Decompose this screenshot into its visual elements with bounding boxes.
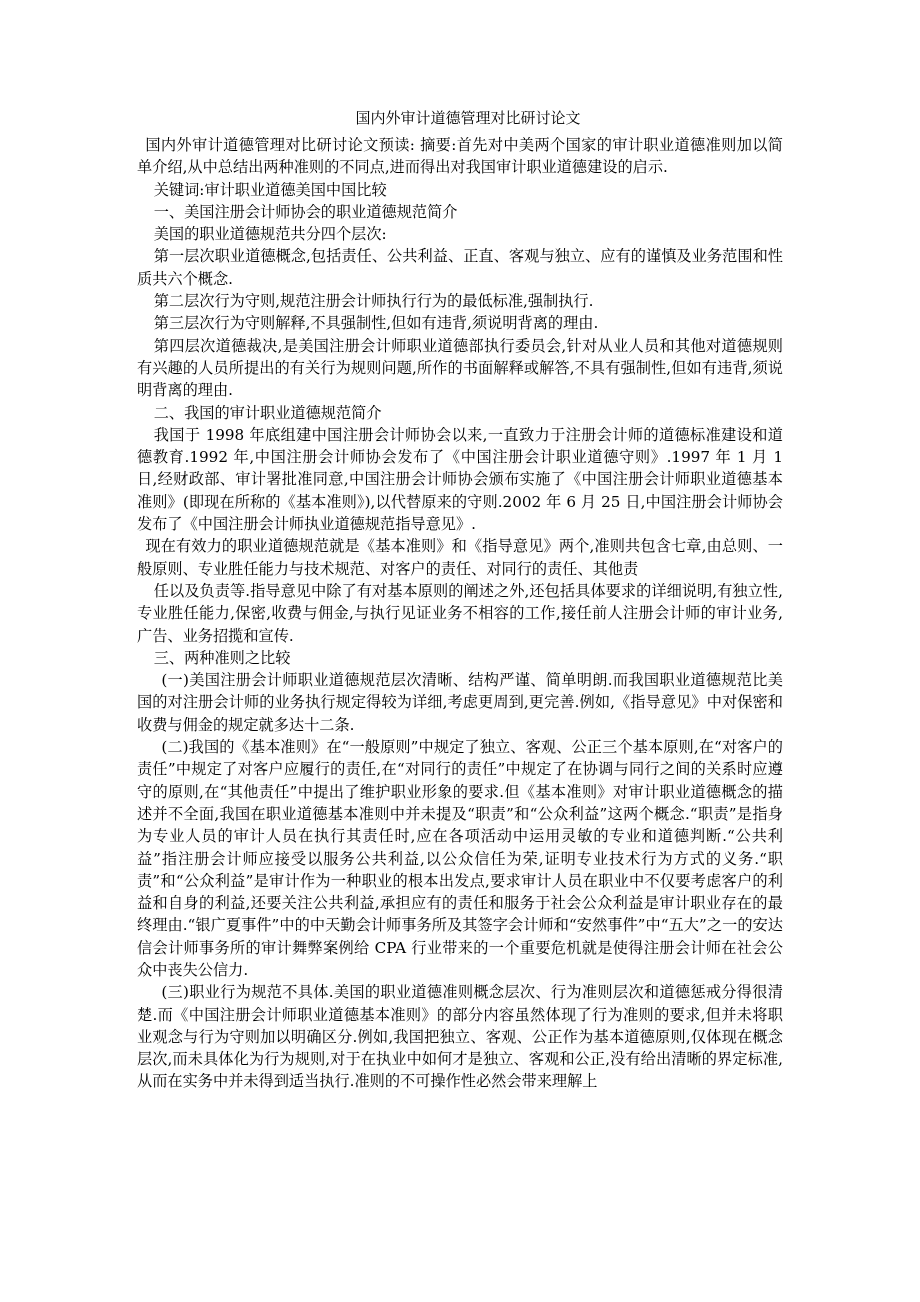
paragraph: 第二层次行为守则,规范注册会计师执行行为的最低标准,强制执行. <box>153 292 594 311</box>
paragraph: (一)美国注册会计师职业道德规范层次清晰、结构严谨、简单明朗.而我国职业道德规范比美国的对注册会计师的业务执行规定得较为详细,考虑更周到,更完善.例如,《指导意见》中对保密和收费与佣金的规定就多达十二条. <box>137 671 783 734</box>
paragraph: 我国于 1998 年底组建中国注册会计师协会以来,一直致力于注册会计师的道德标准建设和道德教育.1992 年,中国注册会计师协会发布了《中国注册会计职业道德守则》.1997 年 1 月 1 日,经财政部、审计署批准同意,中国注册会计师协会颁布实施了《中国注册会计师职业道德基本准则》(即现在所称的《基本准则》),以代替原来的守则.2002 年 6 月 25 日,中国注册会计师协会发布了《中国注册会计师执业道德规范指导意见》. <box>137 425 783 534</box>
paragraph: 关键词:审计职业道德美国中国比较 <box>153 180 387 199</box>
document-title: 国内外审计道德管理对比研讨论文 <box>355 109 581 127</box>
paragraph: 第一层次职业道德概念,包括责任、公共利益、正直、客观与独立、应有的谨慎及业务范围和性质共六个概念. <box>137 247 783 288</box>
paragraph: 任以及负责等.指导意见中除了有对基本原则的阐述之外,还包括具体要求的详细说明,有独立性,专业胜任能力,保密,收费与佣金,与执行见证业务不相容的工作,接任前人注册会计师的审计业务,广告、业务招揽和宣传. <box>137 581 783 645</box>
document-body <box>137 134 783 1093</box>
document-page <box>137 108 783 1093</box>
paragraph: 三、两种准则之比较 <box>153 648 291 667</box>
paragraph: 现在有效力的职业道德规范就是《基本准则》和《指导意见》两个,准则共包含七章,由总则、一般原则、专业胜任能力与技术规范、对客户的责任、对同行的责任、其他责 <box>137 537 783 578</box>
paragraph: 第四层次道德裁决,是美国注册会计师职业道德部执行委员会,针对从业人员和其他对道德规则有兴趣的人员所提出的有关行为规则问题,所作的书面解释或解答,不具有强制性,但如有违背,须说明背离的理由. <box>137 336 783 400</box>
paragraph: (三)职业行为规范不具体.美国的职业道德准则概念层次、行为准则层次和道德惩戒分得很清楚.而《中国注册会计师职业道德基本准则》的部分内容虽然体现了行为准则的要求,但并未将职业观念与行为守则加以明确区分.例如,我国把独立、客观、公正作为基本道德原则,仅体现在概念层次,而未具体化为行为规则,对于在执业中如何才是独立、客观和公正,没有给出清晰的界定标准,从而在实务中并未得到适当执行.准则的不可操作性必然会带来理解上 <box>137 983 783 1091</box>
paragraph: 一、美国注册会计师协会的职业道德规范简介 <box>153 202 458 221</box>
paragraph: 美国的职业道德规范共分四个层次: <box>153 225 387 244</box>
paragraph: 第三层次行为守则解释,不具强制性,但如有违背,须说明背离的理由. <box>153 314 599 333</box>
paragraph: (二)我国的《基本准则》在“一般原则”中规定了独立、客观、公正三个基本原则,在“对客户的责任”中规定了对客户应履行的责任,在“对同行的责任”中规定了在协调与同行之间的关系时应遵守的原则,在“其他责任”中提出了维护职业形象的要求.但《基本准则》对审计职业道德概念的描述并不全面,我国在职业道德基本准则中并未提及“职责”和“公众利益”这两个概念.“职责”是指身为专业人员的审计人员在执行其责任时,应在各项活动中运用灵敏的专业和道德判断.“公共利益”指注册会计师应接受以服务公共利益,以公众信任为荣,证明专业技术行为方式的义务.“职责”和“公众利益”是审计作为一种职业的根本出发点,要求审计人员在职业中不仅要考虑客户的利益和自身的利益,还要关注公共利益,承担应有的责任和服务于社会公众利益是审计职业存在的最终理由.“银广夏事件”中的中天勤会计师事务所及其签字会计师和“安然事件”中“五大”之一的安达信会计师事务所的审计舞弊案例给 CPA 行业带来的一个重要危机就是使得注册会计师在社会公众中丧失公信力. <box>137 738 783 979</box>
paragraph: 二、我国的审计职业道德规范简介 <box>153 403 382 422</box>
paragraph: 国内外审计道德管理对比研讨论文预读: 摘要:首先对中美两个国家的审计职业道德准则加以简单介绍,从中总结出两种准则的不同点,进而得出对我国审计职业道德建设的启示. <box>137 136 783 177</box>
